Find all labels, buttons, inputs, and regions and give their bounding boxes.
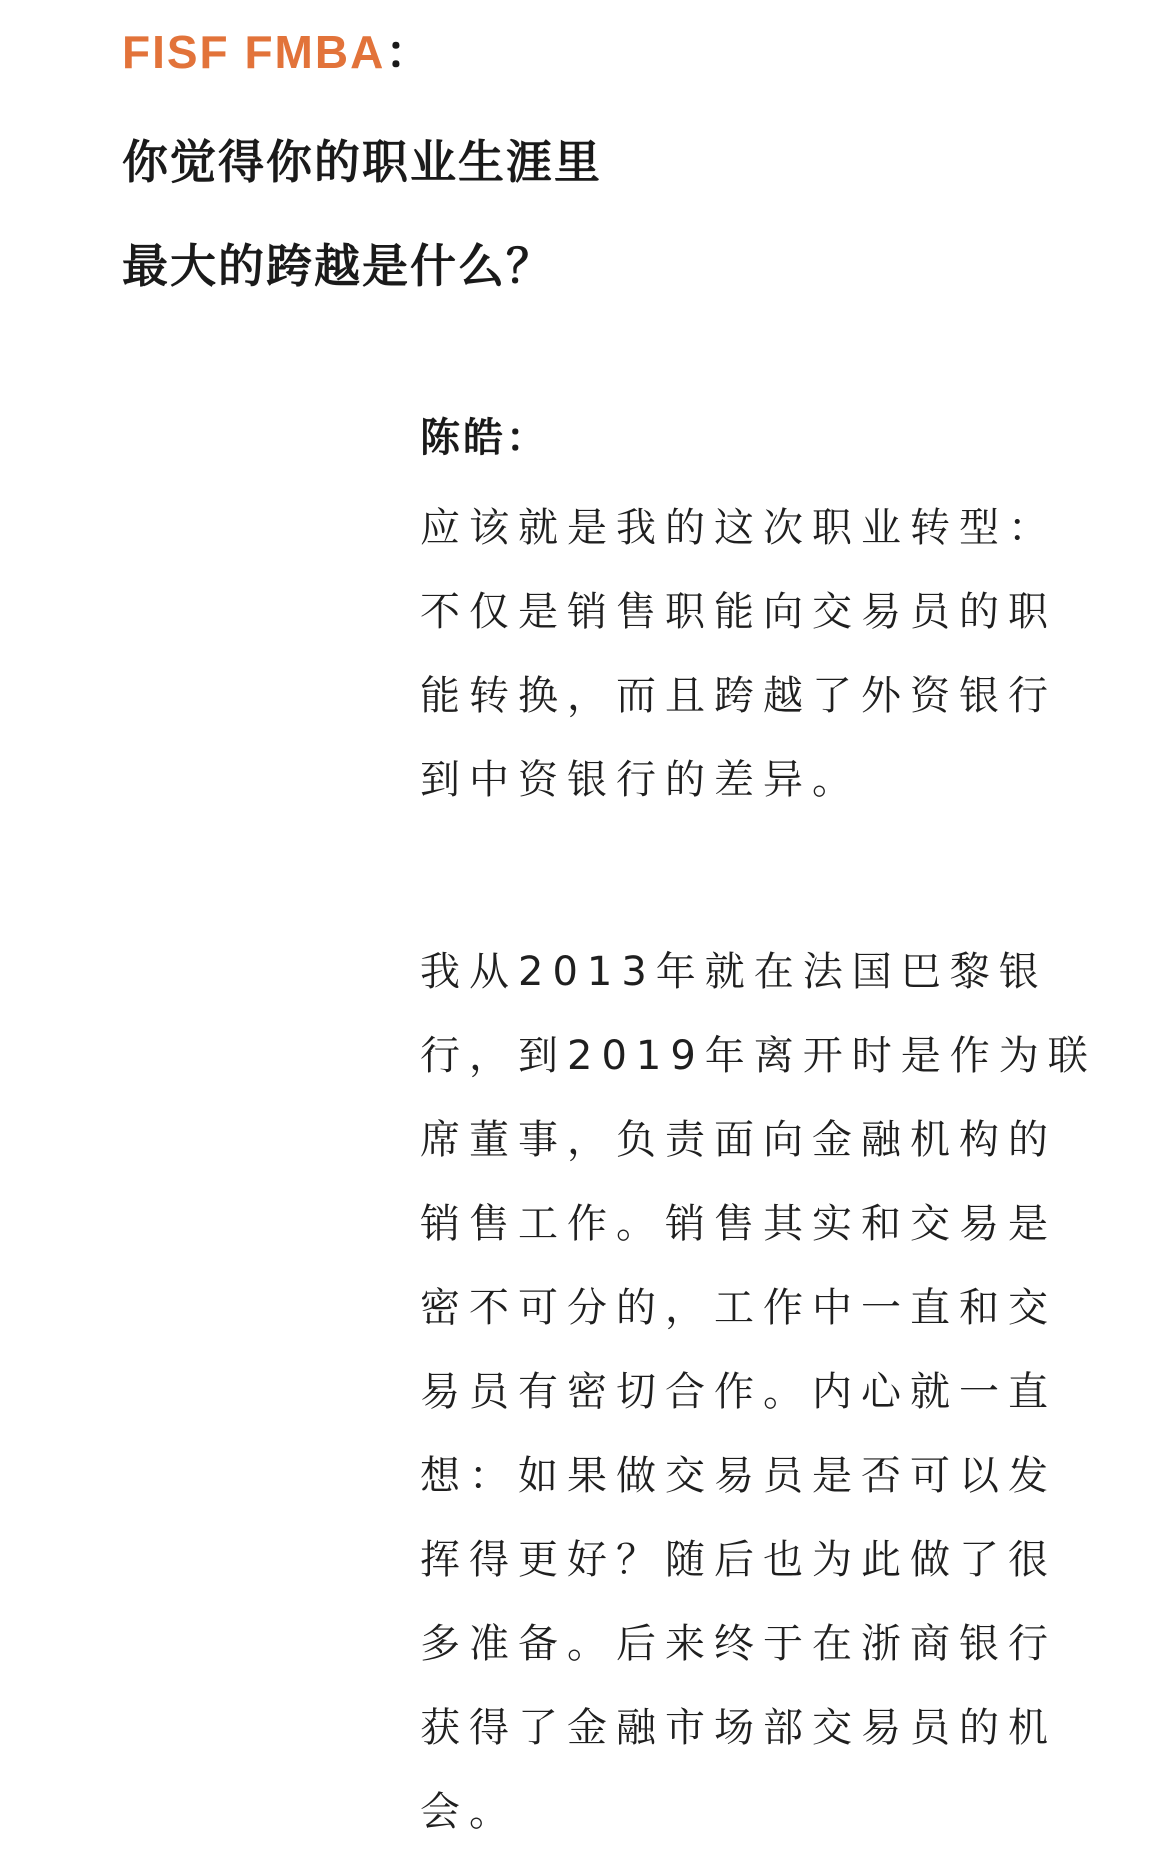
question-line: 最大的跨越是什么？	[122, 239, 554, 293]
text-line: 行，到2019年离开时是作为联	[420, 1033, 1097, 1079]
text-line: 挥得更好？随后也为此做了很	[420, 1537, 1057, 1583]
brand-name: FISF FMBA	[122, 26, 386, 78]
speaker-colon: ：	[385, 26, 434, 78]
text-line: 应该就是我的这次职业转型：	[420, 505, 1057, 551]
interviewer-name	[122, 20, 822, 84]
text-line: 多准备。后来终于在浙商银行	[420, 1621, 1057, 1667]
text-line: 易员有密切合作。内心就一直	[420, 1369, 1057, 1415]
question-line: 你觉得你的职业生涯里	[122, 135, 602, 189]
text-line: 不仅是销售职能向交易员的职	[420, 589, 1057, 635]
answer-speaker: 陈皓：	[420, 415, 549, 461]
answer-block	[420, 408, 1097, 1854]
answer-paragraph	[420, 486, 1060, 822]
text-line: 会。	[420, 1789, 518, 1835]
text-line: 想：如果做交易员是否可以发	[420, 1453, 1057, 1499]
text-line: 席董事，负责面向金融机构的	[420, 1117, 1057, 1163]
text-line: 获得了金融市场部交易员的机	[420, 1705, 1057, 1751]
interviewer-block	[122, 20, 822, 344]
answer-paragraph	[420, 930, 1097, 1854]
text-line: 我从2013年就在法国巴黎银	[420, 949, 1048, 995]
text-line: 能转换，而且跨越了外资银行	[420, 673, 1057, 719]
text-line: 到中资银行的差异。	[420, 757, 861, 803]
question	[122, 136, 822, 292]
text-line: 销售工作。销售其实和交易是	[420, 1201, 1057, 1247]
text-line: 密不可分的，工作中一直和交	[420, 1285, 1057, 1331]
